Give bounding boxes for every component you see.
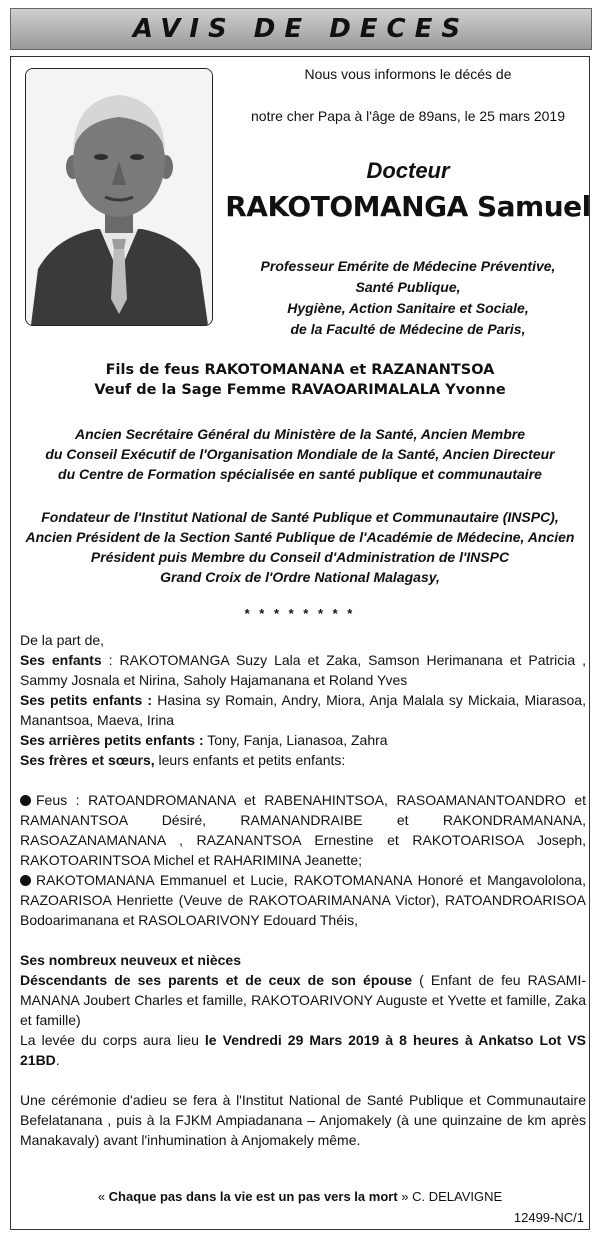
career-line: Président puis Membre du Conseil d'Administration de l'INSPC: [90, 549, 510, 565]
bullet-icon: [20, 875, 31, 886]
profession-line: Santé Publique,: [355, 279, 461, 295]
de-la-part: De la part de,: [20, 632, 105, 648]
ceremony-paragraph: Une cérémonie d'adieu se fera à l'Institut National de Santé Publique et Communautaire Befelatanana , puis à la FJKM Ampiadanana – Anjomakely (à une quinzaine de km après Manakavaly) avant l'inhumination à Anjomakely même.: [20, 1092, 586, 1148]
deceased-title: Docteur: [366, 158, 450, 183]
closing-quote: [0, 1189, 600, 1204]
intro-line-2: notre cher Papa à l'âge de 89ans, le 25 mars 2019: [251, 108, 565, 124]
career-line: Fondateur de l'Institut National de Santé Publique et Communautaire (INSPC),: [41, 509, 559, 525]
bullet-icon: [20, 795, 31, 806]
spouse-line: Veuf de la Sage Femme RAVAOARIMALALA Yvonne: [94, 382, 506, 398]
header-title: AVIS DE DECES: [132, 14, 470, 44]
career-block-1: [20, 424, 580, 484]
deceased-siblings-text: Feus : RATOANDROMANANA et RABENAHINTSOA, RASOAMANANTOANDRO et RAMANANTSOA Désiré, RAMANANDRAIBE et RAKONDRAMANANA, RASOAZANAMANANA , RAZANANTSOA Ernestine et RAKOTOARISOA Joseph, RAKOTOARINTSOA Michel et RAHARIMINA Jeanette;: [20, 792, 586, 868]
career-line: du Conseil Exécutif de l'Organisation Mondiale de la Santé, Ancien Directeur: [45, 446, 555, 462]
notice-header: [10, 8, 592, 50]
children-text: : RAKOTOMANGA Suzy Lala et Zaka, Samson Herimanana et Patricia , Sammy Josnala et Nirina, Saholy Hajamanana et Roland Yves: [20, 652, 586, 688]
grandchildren-text: Hasina sy Romain, Andry, Miora, Anja Malala sy Mickaia, Miarasoa, Manantsoa, Maeva, Irina: [20, 692, 586, 728]
descendants-paragraph: [20, 970, 586, 1030]
quote-text: Chaque pas dans la vie est un pas vers la mort: [108, 1189, 398, 1204]
quote-author: C. DELAVIGNE: [408, 1189, 503, 1204]
intro-line-1: Nous vous informons le décés de: [304, 66, 512, 82]
great-grandchildren-paragraph: [20, 730, 586, 750]
great-grandchildren-label: Ses arrières petits enfants :: [20, 732, 204, 748]
career-line: Ancien Président de la Section Santé Publique de l'Académie de Médecine, Ancien: [25, 529, 575, 545]
profession-line: de la Faculté de Médecine de Paris,: [290, 321, 526, 337]
portrait-photo: [25, 68, 213, 326]
descendants-text: ( Enfant de feu RASAMI-MANANA Joubert Charles et famille, RAKOTOARIVONY Auguste et Yvette et famille, Zaka et famille): [20, 972, 586, 1028]
levee-end: .: [55, 1052, 60, 1068]
quote-open: «: [97, 1189, 109, 1204]
children-paragraph: [20, 650, 586, 690]
living-siblings-text: RAKOTOMANANA Emmanuel et Lucie, RAKOTOMANANA Honoré et Mangavololona, RAZOARISOA Henriette (Veuve de RAKOTOARIMANANA Victor), RATOANDROARISOA Bodoarimanana et RASOLOARIVONY Edouard Théis,: [20, 872, 586, 928]
deceased-siblings-paragraph: [20, 790, 586, 870]
siblings-paragraph: [20, 750, 586, 770]
career-line: du Centre de Formation spécialisée en santé publique et communautaire: [58, 466, 542, 482]
parents-line: Fils de feus RAKOTOMANANA et RAZANANTSOA: [105, 362, 495, 378]
levee-paragraph: [20, 1030, 586, 1070]
levee-text: La levée du corps aura lieu: [20, 1032, 205, 1048]
career-line: Grand Croix de l'Ordre National Malagasy,: [160, 569, 440, 585]
living-siblings-paragraph: [20, 870, 586, 930]
great-grandchildren-text: Tony, Fanja, Lianasoa, Zahra: [203, 732, 388, 748]
notice-body: [20, 630, 586, 1150]
nephews-label: Ses nombreux neuveux et nièces: [20, 952, 241, 968]
career-line: Ancien Secrétaire Général du Ministère de la Santé, Ancien Membre: [75, 426, 525, 442]
profession-line: Hygiène, Action Sanitaire et Sociale,: [287, 300, 529, 316]
children-label: Ses enfants: [20, 652, 102, 668]
nephews-paragraph: [20, 950, 586, 970]
grandchildren-label: Ses petits enfants :: [20, 692, 153, 708]
quote-close: »: [397, 1189, 409, 1204]
career-block-2: [20, 507, 580, 587]
reference-number: 12499-NC/1: [513, 1210, 584, 1225]
levee-details: le Vendredi 29 Mars 2019 à 8 heures à Ankatso Lot VS 21BD: [20, 1032, 587, 1068]
portrait-illustration: [26, 69, 212, 325]
family-block: [20, 360, 580, 400]
siblings-text: leurs enfants et petits enfants:: [154, 752, 346, 768]
grandchildren-paragraph: [20, 690, 586, 730]
siblings-label: Ses frères et sœurs,: [20, 752, 155, 768]
deceased-name: RAKOTOMANGA Samuel: [225, 190, 591, 223]
profession-block: [222, 256, 594, 340]
descendants-label: Déscendants de ses parents et de ceux de son épouse: [20, 972, 413, 988]
separator: * * * * * * * *: [244, 606, 356, 621]
profession-line: Professeur Emérite de Médecine Préventive,: [260, 258, 556, 274]
